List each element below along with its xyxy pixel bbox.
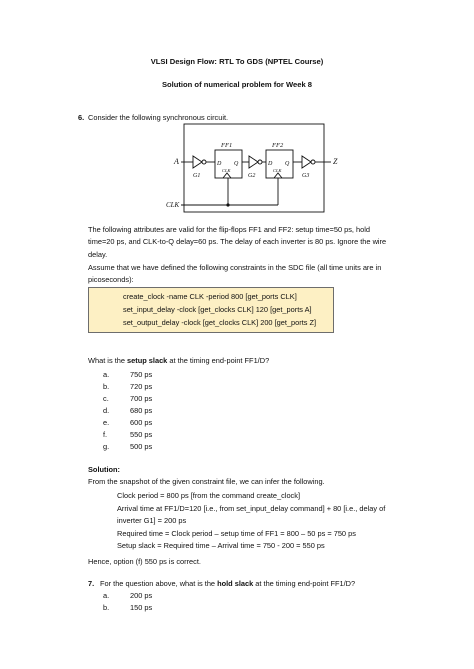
question-7-keyword: hold slack [217, 579, 254, 588]
inverter-g3 [302, 156, 311, 168]
ff2-q-pin-label: Q [285, 161, 290, 167]
question-7-suffix: at the timing end-point FF1/D? [253, 579, 356, 588]
option-e: e. 600 ps [103, 418, 153, 427]
solution-heading: Solution: [88, 465, 121, 474]
input-a-label: A [174, 157, 179, 166]
solution-steps [117, 490, 437, 553]
ff1-clk-pin-label: CLK [222, 168, 231, 173]
solution-line: Setup slack = Required time – Arrival time = 750 - 200 = 550 ps [117, 541, 325, 550]
question-6-text [88, 357, 269, 364]
q7-option-b: b. 150 ps [103, 603, 153, 612]
sdc-line: set_output_delay -clock [get_clocks CLK] 200 [get_ports Z] [123, 318, 317, 327]
solution-conclusion: Hence, option (f) 550 ps is correct. [88, 557, 201, 566]
attributes-line: The following attributes are valid for the flip-flops FF1 and FF2: setup time=50 ps, hold [88, 225, 371, 234]
sdc-line: create_clock -name CLK -period 800 [get_ports CLK] [123, 292, 297, 301]
document-title: VLSI Design Flow: RTL To GDS (NPTEL Course) [150, 57, 324, 66]
sdc-line: set_input_delay -clock [get_clocks CLK] 120 [get_ports A] [123, 305, 312, 314]
attributes-line: time=20 ps, and CLK-to-Q delay=60 ps. The delay of each inverter is 80 ps. Ignore the wire [88, 237, 387, 247]
document-subtitle: Solution of numerical problem for Week 8 [161, 80, 313, 89]
sdc-constraints-box [88, 287, 334, 333]
solution-line: Clock period = 800 ps [from the command create_clock] [117, 491, 301, 500]
attributes-line: delay. [88, 249, 108, 259]
question-6-prefix: What is the [88, 356, 128, 365]
question-7-number: 7. [88, 579, 95, 588]
solution-line: inverter G1] = 200 ps [117, 516, 187, 525]
option-b: b. 720 ps [103, 382, 153, 391]
solution-intro: From the snapshot of the given constraint file, we can infer the following. [88, 477, 325, 486]
question-6-intro: Consider the following synchronous circuit. [88, 113, 229, 122]
ff2-label: FF2 [272, 142, 284, 149]
inverter-g1 [193, 156, 202, 168]
assumption-paragraph [88, 262, 418, 287]
solution-line: Required time = Clock period – setup time of FF1 = 800 – 50 ps = 750 ps [117, 528, 356, 538]
question-6-keyword: setup slack [127, 356, 168, 365]
g3-label: G3 [302, 173, 310, 179]
q7-option-a: a. 200 ps [103, 591, 153, 600]
g1-label: G1 [193, 173, 201, 179]
option-d: d. 680 ps [103, 406, 153, 415]
ff2-clk-pin-label: CLK [273, 168, 282, 173]
ff2-d-pin-label: D [268, 161, 273, 167]
option-c: c. 700 ps [103, 394, 153, 403]
circuit-boundary-box [184, 124, 324, 212]
ff1-d-pin-label: D [217, 161, 222, 167]
g2-label: G2 [248, 173, 256, 179]
clock-input-label: CLK [166, 201, 180, 209]
output-z-label: Z [333, 157, 338, 166]
assumption-line: picoseconds): [88, 275, 134, 285]
question-6-suffix: at the timing end-point FF1/D? [167, 356, 270, 365]
solution-line: Arrival time at FF1/D=120 [i.e., from set_input_delay command] + 80 [i.e., delay of [117, 503, 386, 513]
option-f: f. 550 ps [103, 430, 153, 439]
inverter-g2 [249, 156, 258, 168]
option-g: g. 500 ps [103, 442, 153, 451]
option-a: a. 750 ps [103, 370, 153, 379]
question-7-prefix: For the question above, what is the [100, 579, 218, 588]
attributes-paragraph [88, 224, 418, 261]
question-6-number: 6. [78, 113, 85, 122]
ff1-label: FF1 [221, 142, 233, 149]
ff1-q-pin-label: Q [234, 161, 239, 167]
assumption-line: Assume that we have defined the following constraints in the SDC file (all time units are in [88, 263, 382, 272]
question-7-text [100, 580, 355, 587]
